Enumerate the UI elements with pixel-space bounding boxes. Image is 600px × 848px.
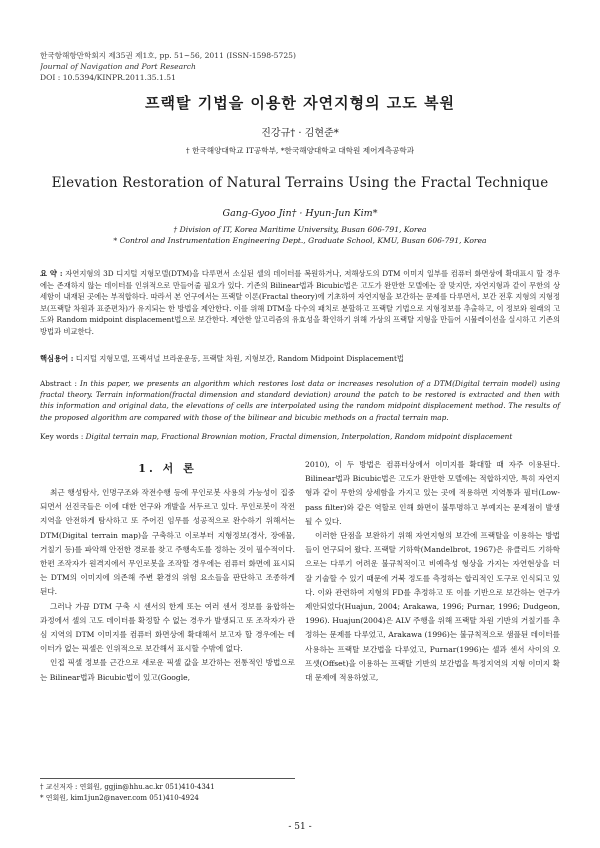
body-paragraph: 이러한 단점을 보완하기 위해 자연지형의 보간에 프랙탈을 이용하는 방법들이 연구되어 왔다. 프랙탈 기하학(Mandelbrot, 1967)은 유클리드 기하학으로는 다루기 어려운 불규칙적이고 비예측성 형상을 가지는 자연현상을 더 잘 기술할 수 있기 때문에 거북 정도를 측정하는 합리적인 도구로 인식되고 있다. 이와 관련하여 지형의 FD를 추정하고 또 이를 기반으로 보간하는 연구가 제안되었다(Huajun, 2004; Arakawa, 1996; Purnar, 1996; Dudgeon, 1996). Huajun(2004)은 ALV 주행을 위해 프랙탈 차원 기반의 거칠기를 추정하는 문제를 다루었고, Arakawa (1996)는 불규칙적으로 샘플된 데이터를 사용하는 프랙탈 보간법을 다루었고, Purnar(1996)는 셀과 센서 사이의 오프셋(Offset)을 이용하는 프랙탈 기반의 보간법을 특정지역의 지형 이미지 확대 문제에 적용하였고, bbox=[305, 531, 560, 683]
affiliation-english bbox=[40, 224, 560, 246]
abstract-korean bbox=[40, 268, 560, 338]
authors-english: Gang-Gyoo Jin† · Hyun-Jun Kim* bbox=[222, 208, 378, 219]
keywords-english-label: Key words : bbox=[40, 432, 84, 441]
body-column-left bbox=[40, 458, 295, 685]
body-paragraph: 인접 픽셀 정보를 근간으로 새로운 픽셀 값을 보간하는 전통적인 방법으로는 Bilinear법과 Bicubic법이 있고(Google, bbox=[40, 658, 295, 682]
footnote-corresponding-author: † 교신저자 : 연회원, ggjin@hhu.ac.kr 051)410-4341 bbox=[40, 783, 215, 791]
affiliation-korean: † 한국해양대학교 IT공학부, *한국해양대학교 대학원 제어계측공학과 bbox=[185, 146, 415, 155]
footnotes bbox=[40, 778, 295, 804]
affiliation-english-line: † Division of IT, Korea Maritime University, Busan 606-791, Korea bbox=[173, 225, 427, 234]
abstract-korean-label: 요 약 : bbox=[40, 269, 63, 278]
abstract-english-label: Abstract : bbox=[40, 379, 77, 388]
keywords-korean-label: 핵심용어 : bbox=[40, 354, 74, 363]
section-heading-introduction: 1. 서 론 bbox=[138, 462, 197, 475]
journal-english-name: Journal of Navigation and Port Research bbox=[40, 62, 196, 71]
abstract-english-text: In this paper, we presents an algorithm which restores lost data or increases resolution of a DTM(Digital terrain model) using fractal theory. Terrain information(fractal dimension and standard deviation) around the patch to be restored is extracted and then with this information and original data, the elevations of cells are interpolated using the random midpoint displacement method. The results of the proposed algorithm are compared with those of the bilinear and bicubic methods on a fractal terrain map. bbox=[40, 379, 560, 422]
keywords-korean-text: 디지털 지형모델, 프랙셔널 브라운운동, 프랙탈 차원, 지형보간, Random Midpoint Displacement법 bbox=[75, 354, 404, 363]
body-paragraph: 2010), 이 두 방법은 컴퓨터상에서 이미지를 확대할 때 자주 이용된다. Bilinear법과 Bicubic법은 고도가 완만한 모델에는 적합하지만, 특히 자연지형과 같이 무한의 상세함을 가지고 있는 곳에 적용하면 지역통과 필터(Low-pass filter)와 같은 역할로 인해 화면이 불투명하고 부예지는 문제점이 발생될 수 있다. bbox=[305, 460, 560, 526]
body-column-right bbox=[305, 458, 560, 685]
journal-citation: 한국항해항만학회지 제35권 제1호, pp. 51~56, 2011 (ISSN-1598-5725) bbox=[40, 51, 296, 60]
journal-header bbox=[40, 50, 560, 83]
page-number: - 51 - bbox=[288, 822, 312, 832]
title-korean: 프랙탈 기법을 이용한 자연지형의 고도 복원 bbox=[145, 94, 455, 112]
doi: DOI : 10.5394/KINPR.2011.35.1.51 bbox=[40, 73, 176, 82]
keywords-english bbox=[40, 432, 560, 441]
authors-korean: 진강규† · 김현준* bbox=[261, 128, 339, 139]
body-paragraph: 그러나 가끔 DTM 구축 시 센서의 한계 또는 여러 센서 정보를 융합하는 과정에서 셀의 고도 데이터를 확정할 수 없는 경우가 발생되고 또 조작자가 관심 지역의 DTM 이미지를 컴퓨터 화면상에 확대해서 보고자 할 경우에는 데이터가 없는 픽셀은 인위적으로 보간해서 표시할 수밖에 없다. bbox=[40, 601, 295, 654]
affiliation-english-line: * Control and Instrumentation Engineering Dept., Graduate School, KMU, Busan 606-791, Korea bbox=[113, 236, 487, 245]
body-paragraph: 최근 행성탐사, 인명구조와 작전수행 등에 무인로봇 사용의 가능성이 집중되면서 선진국들은 이에 대한 연구와 개발을 서두르고 있다. 무인로봇이 작전 지역을 안전하게 탐사하고 또 주어진 임무를 성공적으로 완수하기 위해서는 DTM(Digital terrain map)을 구축하고 이로부터 지형정보(경사, 장애물, 거칠기 등)를 파악해 안전한 경로를 찾고 주행속도를 정하는 것이 필수적이다. 한편 조작자가 원격지에서 무인로봇을 조작할 경우에는 컴퓨터 화면에 표시되는 DTM의 이미지에 의존해 주변 환경의 위험 요소들을 판단하고 조종하게 된다. bbox=[40, 488, 295, 597]
keywords-english-text: Digital terrain map, Fractional Brownian motion, Fractal dimension, Interpolation, Random midpoint displacement bbox=[85, 432, 513, 441]
abstract-korean-text: 자연지형의 3D 디지털 지형모델(DTM)을 다루면서 소실된 셀의 데이터를 복원하거나, 저해상도의 DTM 이미지 일부를 컴퓨터 화면상에 확대표시 할 경우에는 존재하지 않는 데이터를 인위적으로 만들어줄 필요가 있다. 기존의 Bilinear법과 Bicubic법은 고도가 완만한 모델에는 잘 맞지만, 자연지형과 같이 무한의 상세함이 내재된 곳에는 부적합하다. 따라서 본 연구에서는 프랙탈 이론(Fractal theory)에 기초하여 자연지형을 보간하는 문제를 다루면서, 보간 전후 지형의 지형정보(프랙탈 차원과 표준편차)가 유지되는 한 방법을 제안한다. 이를 위해 DTM을 다수의 패치로 분할하고 프랙탈 기법으로 지형정보를 추출하고, 이 정보와 원래의 고도와 Random midpoint displacement법으로 보간한다. 제안한 알고리즘의 유효성을 확인하기 위해 가상의 프랙탈 지형을 만들어 시뮬레이션을 실시하고 기존의 방법과 비교한다. bbox=[40, 269, 560, 336]
title-english: Elevation Restoration of Natural Terrains Using the Fractal Technique bbox=[51, 175, 549, 191]
abstract-english bbox=[40, 378, 560, 423]
keywords-korean bbox=[40, 354, 560, 364]
footnote-coauthor: * 연회원, kim1jun2@naver.com 051)410-4924 bbox=[40, 794, 199, 802]
